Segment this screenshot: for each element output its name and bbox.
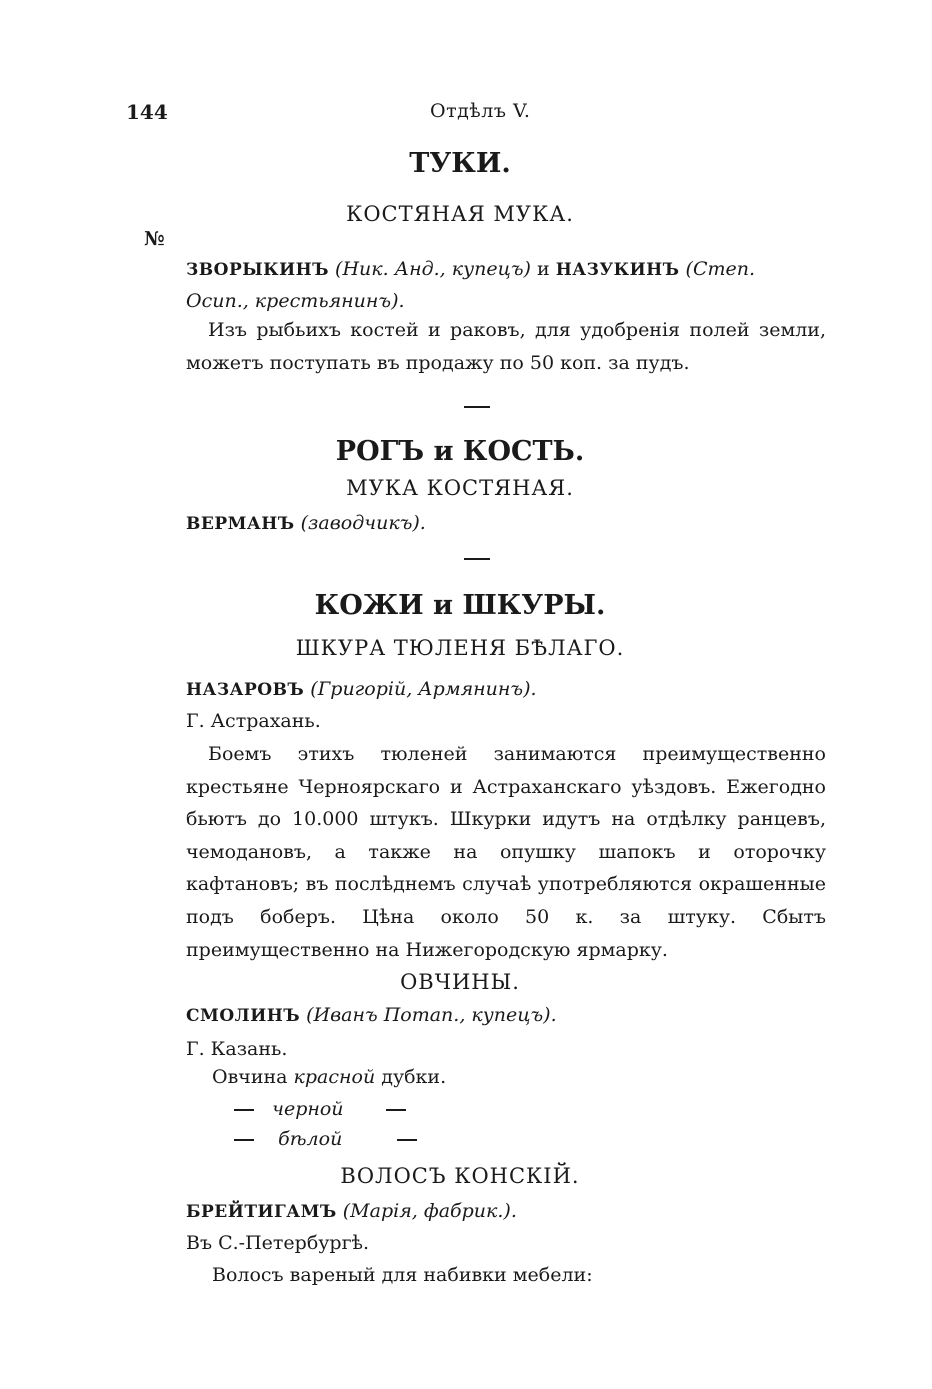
- entry-verman: [186, 512, 426, 534]
- section-title-rog: РОГЪ и КОСТЬ.: [335, 436, 585, 467]
- description-tuki: [186, 314, 826, 379]
- entry-name: СМОЛИНЪ: [186, 1006, 301, 1026]
- entry-smolin: [186, 1004, 557, 1026]
- entry-zvorykin: [186, 258, 755, 280]
- row-suffix: дубки.: [375, 1066, 447, 1088]
- running-head: Отдѣлъ V.: [430, 100, 531, 122]
- subtitle-ovchiny: ОВЧИНЫ.: [400, 970, 520, 994]
- row-color: черной: [272, 1098, 344, 1120]
- description-text: Боемъ этихъ тюленей занимаются преимущественно крестьяне Черноярскаго и Астраханскаго уѣздовъ. Ежегодно бьютъ до 10.000 штукъ. Шкурки идутъ на отдѣлку ранцевъ, чемодановъ, а также на опушку шапокъ и оторочку кафтановъ; въ послѣднемъ случаѣ употребляются окрашенные подъ боберъ. Цѣна около 50 к. за штуку. Сбытъ преимущественно на Нижегородскую ярмарку.: [186, 743, 826, 961]
- entry-conjunction: и: [530, 258, 556, 280]
- entry-name-2: НАЗУКИНЪ: [555, 260, 680, 280]
- entry-meta: (Ник. Анд., купецъ): [329, 258, 531, 280]
- separator: [464, 558, 490, 560]
- entry-name: БРЕЙТИГАМЪ: [186, 1202, 337, 1222]
- ditto-dash: [397, 1139, 417, 1141]
- subtitle-volos-konskiy: ВОЛОСЪ КОНСКІЙ.: [340, 1164, 580, 1188]
- page-number: 144: [126, 100, 168, 124]
- entry-meta-2: (Степ.: [679, 258, 756, 280]
- row-prefix: Овчина: [212, 1066, 294, 1088]
- entry-nazarov: [186, 678, 537, 700]
- ditto-dash: [386, 1109, 406, 1111]
- entry-meta: (Иванъ Потап., купецъ).: [300, 1004, 557, 1026]
- subtitle-kostyanaya-muka: КОСТЯНАЯ МУКА.: [346, 202, 574, 226]
- section-title-kozhi: КОЖИ и ШКУРЫ.: [314, 590, 606, 621]
- place-peterburg: Въ С.-Петербургѣ.: [186, 1232, 370, 1254]
- ditto-dash: [234, 1109, 254, 1111]
- description-volos: Волосъ вареный для набивки мебели:: [212, 1264, 593, 1286]
- entry-meta-continued: Осип., крестьянинъ).: [186, 290, 405, 312]
- subtitle-shkura-tyulenya: ШКУРА ТЮЛЕНЯ БѢЛАГО.: [295, 636, 625, 660]
- description-kozhi: [186, 738, 826, 966]
- ovchina-row: [212, 1066, 446, 1088]
- entry-name: НАЗАРОВЪ: [186, 680, 305, 700]
- number-mark: №: [144, 228, 165, 250]
- ditto-dash: [234, 1139, 254, 1141]
- row-color: красной: [293, 1066, 376, 1088]
- entry-meta: (Марія, фабрик.).: [336, 1200, 517, 1222]
- entry-breytigam: [186, 1200, 517, 1222]
- entry-name: ВЕРМАНЪ: [186, 514, 295, 534]
- place-kazan: Г. Казань.: [186, 1038, 288, 1060]
- place-astrakhan: Г. Астрахань.: [186, 710, 321, 732]
- section-title-tuki: ТУКИ.: [409, 148, 511, 179]
- entry-name: ЗВОРЫКИНЪ: [186, 260, 329, 280]
- ovchina-row: [234, 1098, 406, 1120]
- separator: [464, 406, 490, 408]
- entry-meta: (Григорій, Армянинъ).: [304, 678, 537, 700]
- entry-meta: (заводчикъ).: [294, 512, 426, 534]
- subtitle-muka-kostyanaya: МУКА КОСТЯНАЯ.: [346, 476, 574, 500]
- ovchina-row: [234, 1128, 417, 1150]
- row-color: бѣлой: [278, 1128, 343, 1150]
- description-text: Изъ рыбьихъ костей и раковъ, для удобренія полей земли, можетъ поступать въ продажу по 50 коп. за пудъ.: [186, 319, 826, 374]
